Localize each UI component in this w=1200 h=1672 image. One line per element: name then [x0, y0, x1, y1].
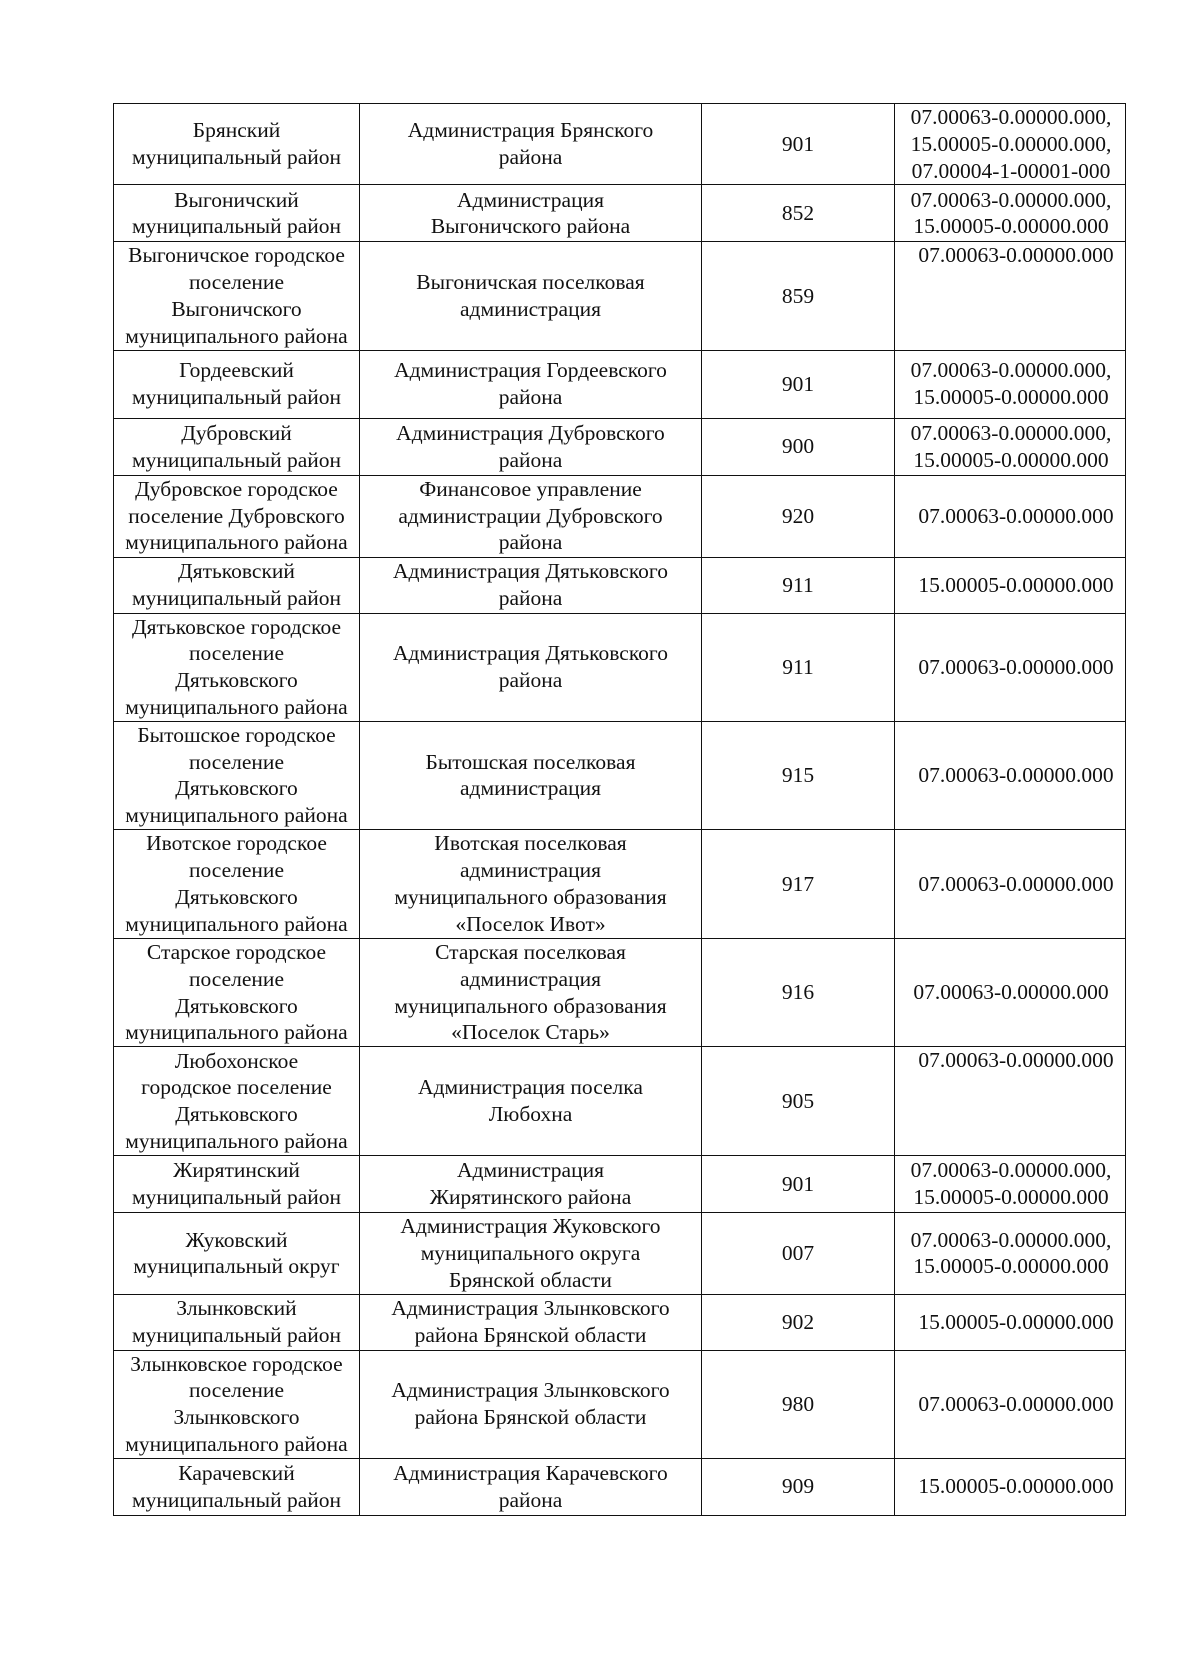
territory-cell: Брянский муниципальный район: [114, 104, 360, 185]
table-row: [114, 185, 1126, 242]
code-cell: 901: [702, 350, 895, 418]
kbk-cell: 07.00063-0.00000.000, 15.00005-0.00000.000: [895, 350, 1126, 418]
code-cell: 859: [702, 242, 895, 350]
code-cell: 911: [702, 613, 895, 721]
code-cell: 909: [702, 1458, 895, 1515]
code-cell: 905: [702, 1047, 895, 1156]
administrator-cell: Ивотская поселковая администрация муниципального образования «Поселок Ивот»: [360, 829, 702, 938]
code-cell: 852: [702, 185, 895, 242]
kbk-cell: 07.00063-0.00000.000, 15.00005-0.00000.000: [895, 185, 1126, 242]
administrator-cell: Администрация Карачевского района: [360, 1458, 702, 1515]
territory-cell: Выгоничское городское поселение Выгоничского муниципального района: [114, 242, 360, 350]
administrator-cell: Администрация Дятьковского района: [360, 557, 702, 613]
administrator-cell: Старская поселковая администрация муниципального образования «Поселок Старь»: [360, 938, 702, 1046]
table-row: [114, 104, 1126, 185]
kbk-cell: 07.00063-0.00000.000: [895, 721, 1126, 829]
table-row: [114, 242, 1126, 350]
table-row: [114, 938, 1126, 1046]
table-row: [114, 1294, 1126, 1350]
table-row: [114, 1350, 1126, 1458]
kbk-cell: 15.00005-0.00000.000: [895, 557, 1126, 613]
kbk-cell: 07.00063-0.00000.000: [895, 613, 1126, 721]
code-cell: 007: [702, 1213, 895, 1294]
table-row: [114, 1156, 1126, 1213]
table-row: [114, 475, 1126, 557]
administrator-cell: Администрация Жуковского муниципального округа Брянской области: [360, 1213, 702, 1294]
territory-cell: Бытошское городское поселение Дятьковского муниципального района: [114, 721, 360, 829]
territory-cell: Карачевский муниципальный район: [114, 1458, 360, 1515]
administrator-cell: Администрация поселка Любохна: [360, 1047, 702, 1156]
code-cell: 915: [702, 721, 895, 829]
kbk-cell: 07.00063-0.00000.000, 15.00005-0.00000.000: [895, 418, 1126, 475]
table-row: [114, 1047, 1126, 1156]
territory-cell: Дятьковский муниципальный район: [114, 557, 360, 613]
code-cell: 901: [702, 104, 895, 185]
code-cell: 980: [702, 1350, 895, 1458]
territory-cell: Злынковский муниципальный район: [114, 1294, 360, 1350]
table-row: [114, 613, 1126, 721]
territory-cell: Дятьковское городское поселение Дятьковского муниципального района: [114, 613, 360, 721]
territory-cell: Дубровское городское поселение Дубровского муниципального района: [114, 475, 360, 557]
administrator-cell: Администрация Гордеевского района: [360, 350, 702, 418]
administrator-cell: Администрация Жирятинского района: [360, 1156, 702, 1213]
territory-cell: Жуковский муниципальный округ: [114, 1213, 360, 1294]
code-cell: 911: [702, 557, 895, 613]
kbk-cell: 07.00063-0.00000.000: [895, 1047, 1126, 1156]
territory-cell: Дубровский муниципальный район: [114, 418, 360, 475]
table-row: [114, 1458, 1126, 1515]
administrator-cell: Администрация Злынковского района Брянской области: [360, 1350, 702, 1458]
code-cell: 902: [702, 1294, 895, 1350]
administrator-cell: Бытошская поселковая администрация: [360, 721, 702, 829]
kbk-cell: 07.00063-0.00000.000, 15.00005-0.00000.000, 07.00004-1-00001-000: [895, 104, 1126, 185]
table-row: [114, 350, 1126, 418]
kbk-cell: 15.00005-0.00000.000: [895, 1458, 1126, 1515]
kbk-cell: 15.00005-0.00000.000: [895, 1294, 1126, 1350]
territory-cell: Гордеевский муниципальный район: [114, 350, 360, 418]
administrator-cell: Администрация Выгоничского района: [360, 185, 702, 242]
kbk-cell: 07.00063-0.00000.000: [895, 242, 1126, 350]
table-row: [114, 557, 1126, 613]
code-cell: 920: [702, 475, 895, 557]
territory-cell: Жирятинский муниципальный район: [114, 1156, 360, 1213]
territory-cell: Ивотское городское поселение Дятьковского муниципального района: [114, 829, 360, 938]
code-cell: 901: [702, 1156, 895, 1213]
administrator-cell: Выгоничская поселковая администрация: [360, 242, 702, 350]
administrator-cell: Администрация Злынковского района Брянской области: [360, 1294, 702, 1350]
territory-cell: Любохонское городское поселение Дятьковского муниципального района: [114, 1047, 360, 1156]
kbk-cell: 07.00063-0.00000.000: [895, 938, 1126, 1046]
administrator-cell: Администрация Брянского района: [360, 104, 702, 185]
kbk-cell: 07.00063-0.00000.000: [895, 829, 1126, 938]
table-row: [114, 829, 1126, 938]
code-cell: 917: [702, 829, 895, 938]
administrator-cell: Администрация Дятьковского района: [360, 613, 702, 721]
territory-cell: Выгоничский муниципальный район: [114, 185, 360, 242]
kbk-cell: 07.00063-0.00000.000, 15.00005-0.00000.000: [895, 1213, 1126, 1294]
budget-codes-table: [113, 103, 1126, 1516]
kbk-cell: 07.00063-0.00000.000: [895, 1350, 1126, 1458]
kbk-cell: 07.00063-0.00000.000, 15.00005-0.00000.000: [895, 1156, 1126, 1213]
kbk-cell: 07.00063-0.00000.000: [895, 475, 1126, 557]
table-row: [114, 418, 1126, 475]
code-cell: 916: [702, 938, 895, 1046]
administrator-cell: Финансовое управление администрации Дубровского района: [360, 475, 702, 557]
code-cell: 900: [702, 418, 895, 475]
territory-cell: Злынковское городское поселение Злынковского муниципального района: [114, 1350, 360, 1458]
territory-cell: Старское городское поселение Дятьковского муниципального района: [114, 938, 360, 1046]
table-row: [114, 1213, 1126, 1294]
table-row: [114, 721, 1126, 829]
administrator-cell: Администрация Дубровского района: [360, 418, 702, 475]
